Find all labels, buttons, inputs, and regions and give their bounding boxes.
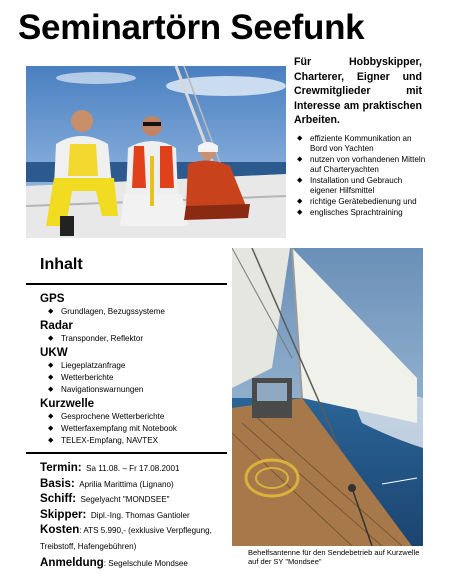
diamond-bullet-icon: ◆ xyxy=(48,425,54,432)
divider xyxy=(26,283,227,285)
diamond-bullet-icon: ◆ xyxy=(48,374,54,381)
list-item: ◆ Wetterberichte xyxy=(48,373,114,382)
contents-sections xyxy=(40,291,230,447)
list-item: ◆ Liegeplatzanfrage xyxy=(48,361,126,370)
feature-list xyxy=(297,134,427,219)
diamond-bullet-icon: ◆ xyxy=(48,413,54,420)
diamond-bullet-icon: ◆ xyxy=(48,362,54,369)
list-item: ◆ nutzen von vorhandenen Mitteln auf Charteryachten xyxy=(297,155,426,174)
list-item: ◆ Gesprochene Wetterberichte xyxy=(48,412,165,421)
section-heading-ukw: UKW xyxy=(40,346,68,359)
list-item: ◆ effiziente Kommunikation an Bord von Yachten xyxy=(297,134,412,153)
diamond-bullet-icon: ◆ xyxy=(48,308,54,315)
section-heading-kurzwelle: Kurzwelle xyxy=(40,397,95,410)
list-item: ◆ Grundlagen, Bezugssysteme xyxy=(48,307,165,316)
diamond-bullet-icon: ◆ xyxy=(297,209,303,216)
crew-photo xyxy=(26,66,286,238)
diamond-bullet-icon: ◆ xyxy=(297,198,303,205)
diamond-bullet-icon: ◆ xyxy=(48,437,54,444)
detail-basis: Basis: Aprilia Marittima (Lignano) xyxy=(40,476,174,490)
diamond-bullet-icon: ◆ xyxy=(297,135,303,142)
list-item: ◆ Wetterfaxempfang mit Notebook xyxy=(48,424,177,433)
detail-anmeldung: Anmeldung: Segelschule Mondsee xyxy=(40,556,188,569)
photo-caption: Behelfsantenne für den Sendebetrieb auf Kurzwelle auf der SY "Mondsee" xyxy=(248,548,420,566)
list-item: ◆ Transponder, Reflektor xyxy=(48,334,144,343)
intro-text: Für Hobbyskipper, Charterer, Eigner und Crewmitglieder mit Interesse am praktischen Arbeiten. xyxy=(294,56,422,127)
sailboat-photo xyxy=(232,248,423,546)
divider xyxy=(26,452,227,454)
diamond-bullet-icon: ◆ xyxy=(297,177,303,184)
diamond-bullet-icon: ◆ xyxy=(48,335,54,342)
detail-kosten: Kosten: ATS 5.990,- (exklusive Verpflegung, Treibstoff, Hafengebühren) xyxy=(40,523,212,551)
diamond-bullet-icon: ◆ xyxy=(48,386,54,393)
detail-termin: Termin: Sa 11.08. – Fr 17.08.2001 xyxy=(40,461,180,474)
section-heading-radar: Radar xyxy=(40,319,73,332)
list-item: ◆ englisches Sprachtraining xyxy=(297,208,403,217)
event-details xyxy=(40,460,232,571)
contents-heading: Inhalt xyxy=(40,256,83,273)
detail-schiff: Schiff: Segelyacht "MONDSEE" xyxy=(40,492,170,505)
list-item: ◆ TELEX-Empfang, NAVTEX xyxy=(48,436,159,445)
detail-skipper: Skipper: Dipl.-Ing. Thomas Gantioler xyxy=(40,507,190,521)
list-item: ◆ richtige Gerätebedienung und xyxy=(297,197,417,206)
diamond-bullet-icon: ◆ xyxy=(297,156,303,163)
section-heading-gps: GPS xyxy=(40,292,65,305)
page-title: Seminartörn Seefunk xyxy=(18,8,365,47)
list-item: ◆ Installation und Gebrauch eigener Hilfsmittel xyxy=(297,176,403,195)
list-item: ◆ Navigationswarnungen xyxy=(48,385,144,394)
